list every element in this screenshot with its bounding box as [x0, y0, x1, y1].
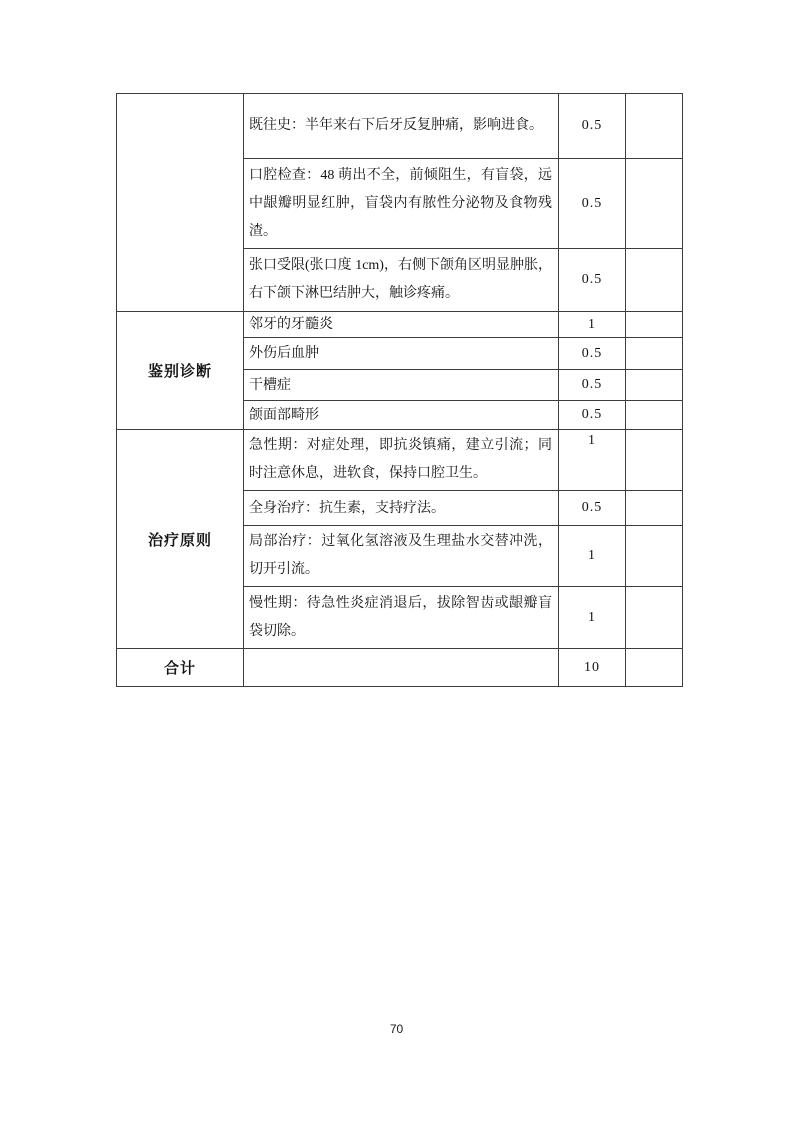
score-entry-cell	[626, 649, 683, 687]
score-entry-cell	[626, 491, 683, 526]
criteria-cell: 慢性期：待急性炎症消退后，拔除智齿或龈瓣盲袋切除。	[244, 587, 559, 649]
score-value-cell: 0.5	[559, 491, 626, 526]
table-row-total	[117, 649, 683, 687]
table-row	[117, 430, 683, 491]
score-value-cell: 1	[559, 312, 626, 338]
scoring-table	[116, 93, 683, 687]
score-entry-cell	[626, 249, 683, 312]
criteria-cell: 口腔检查：48 萌出不全，前倾阻生，有盲袋，远中龈瓣明显红肿，盲袋内有脓性分泌物及食物残渣。	[244, 159, 559, 249]
category-cell-differential-diagnosis: 鉴别诊断	[117, 312, 244, 430]
criteria-cell: 张口受限(张口度 1cm)，右侧下颌角区明显肿胀，右下颌下淋巴结肿大，触诊疼痛。	[244, 249, 559, 312]
score-value-cell: 0.5	[559, 370, 626, 401]
score-value-cell: 0.5	[559, 338, 626, 370]
score-entry-cell	[626, 94, 683, 159]
table-row	[117, 312, 683, 338]
criteria-cell: 颌面部畸形	[244, 401, 559, 430]
criteria-cell: 局部治疗：过氧化氢溶液及生理盐水交替冲洗，切开引流。	[244, 526, 559, 587]
table-row	[117, 94, 683, 159]
score-entry-cell	[626, 370, 683, 401]
page-number: 70	[389, 1022, 404, 1036]
score-entry-cell	[626, 159, 683, 249]
score-entry-cell	[626, 526, 683, 587]
score-value-cell: 1	[559, 587, 626, 649]
category-cell-treatment-principles: 治疗原则	[117, 430, 244, 649]
score-entry-cell	[626, 312, 683, 338]
score-value-cell: 0.5	[559, 94, 626, 159]
category-cell-empty	[117, 94, 244, 312]
score-value-cell: 0.5	[559, 401, 626, 430]
total-score-cell: 10	[559, 649, 626, 687]
score-entry-cell	[626, 587, 683, 649]
criteria-cell: 干槽症	[244, 370, 559, 401]
criteria-cell: 邻牙的牙髓炎	[244, 312, 559, 338]
score-entry-cell	[626, 401, 683, 430]
score-value-cell: 1	[559, 430, 626, 491]
criteria-cell: 外伤后血肿	[244, 338, 559, 370]
criteria-cell: 全身治疗：抗生素，支持疗法。	[244, 491, 559, 526]
score-entry-cell	[626, 338, 683, 370]
score-value-cell: 0.5	[559, 249, 626, 312]
criteria-cell: 既往史：半年来右下后牙反复肿痛，影响进食。	[244, 94, 559, 159]
score-value-cell: 1	[559, 526, 626, 587]
total-label-cell: 合计	[117, 649, 244, 687]
score-value-cell: 0.5	[559, 159, 626, 249]
criteria-cell-empty	[244, 649, 559, 687]
score-entry-cell	[626, 430, 683, 491]
criteria-cell: 急性期：对症处理，即抗炎镇痛，建立引流；同时注意休息，进软食，保持口腔卫生。	[244, 430, 559, 491]
